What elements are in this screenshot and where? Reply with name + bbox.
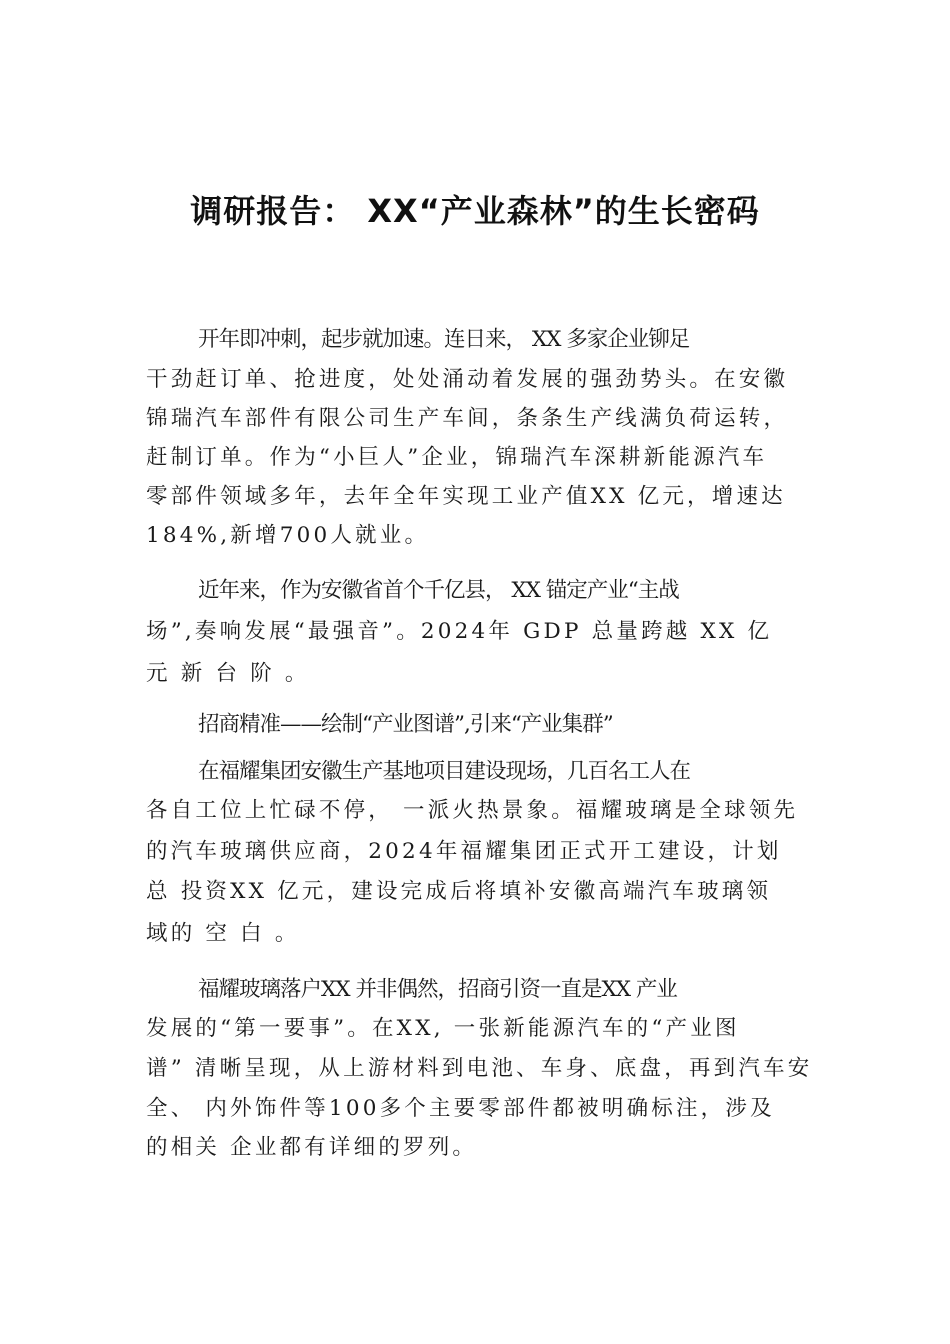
paragraph-line: 元 新 台 阶 。 <box>146 661 310 686</box>
paragraph-line: 锦瑞汽车部件有限公司生产车间，条条生产线满负荷运转， <box>146 406 789 431</box>
paragraph-line: 近年来，作为安徽省首个千亿县， XX 锚定产业“主战 <box>198 578 679 603</box>
paragraph-line: 开年即冲刺，起步就加速。连日来， XX 多家企业铆足 <box>198 327 690 352</box>
paragraph-line: 场”,奏响发展“最强音”。2024年 GDP 总量跨越 XX 亿 <box>146 619 773 644</box>
paragraph-line: 184%,新增700人就业。 <box>146 523 430 548</box>
paragraph-line: 在福耀集团安徽生产基地项目建设现场，几百名工人在 <box>198 759 691 784</box>
paragraph-line: 赶制订单。作为“小巨人”企业，锦瑞汽车深耕新能源汽车 <box>146 445 768 470</box>
paragraph-line: 福耀玻璃落户XX 并非偶然，招商引资一直是XX 产业 <box>198 977 677 1002</box>
paragraph-line: 域的 空 白 。 <box>146 921 300 946</box>
paragraph-line: 干劲赶订单、抢进度，处处涌动着发展的强劲势头。在安徽 <box>146 367 789 392</box>
paragraph-line: 全、 内外饰件等100多个主要零部件都被明确标注，涉及 <box>146 1096 775 1121</box>
paragraph-line: 谱” 清晰呈现，从上游材料到电池、车身、底盘，再到汽车安 <box>146 1056 813 1081</box>
document-title: 调研报告： XX“产业森林”的生长密码 <box>190 192 760 230</box>
paragraph-line: 总 投资XX 亿元，建设完成后将填补安徽高端汽车玻璃领 <box>146 879 772 904</box>
section-heading: 招商精准——绘制“产业图谱”,引来“产业集群” <box>198 712 613 737</box>
paragraph-line: 零部件领域多年，去年全年实现工业产值XX 亿元，增速达 <box>146 484 786 509</box>
paragraph-line: 的汽车玻璃供应商，2024年福耀集团正式开工建设，计划 <box>146 839 782 864</box>
paragraph-line: 的相关 企业都有详细的罗列。 <box>146 1135 478 1160</box>
paragraph-line: 发展的“第一要事”。在XX, 一张新能源汽车的“产业图 <box>146 1016 740 1041</box>
paragraph-line: 各自工位上忙碌不停， 一派火热景象。福耀玻璃是全球领先 <box>146 798 799 823</box>
